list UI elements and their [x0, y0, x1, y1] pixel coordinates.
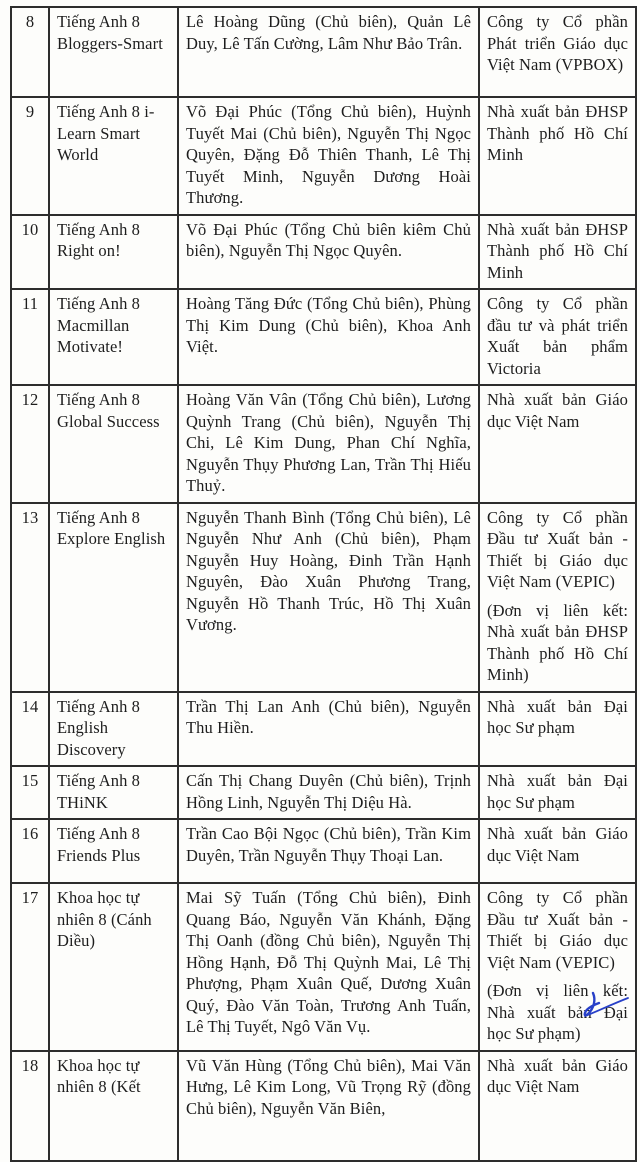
publisher-cell: [479, 766, 636, 819]
authors-cell: Trần Thị Lan Anh (Chủ biên), Nguyễn Thu Hiền.: [178, 692, 479, 767]
publisher-text: Nhà xuất bản Giáo dục Việt Nam: [487, 824, 628, 865]
row-number-cell: 18: [11, 1051, 49, 1161]
table-row: [11, 1051, 636, 1161]
authors-cell: Võ Đại Phúc (Tổng Chủ biên), Huỳnh Tuyết Mai (Chủ biên), Nguyễn Thị Ngọc Quyên, Đặng Đỗ Thiên Thanh, Lê Thị Tuyết Minh, Nguyễn Dương Hoài Thương.: [178, 97, 479, 215]
table-row: [11, 215, 636, 290]
authors-cell: Trần Cao Bội Ngọc (Chủ biên), Trần Kim Duyên, Trần Nguyễn Thụy Thoại Lan.: [178, 819, 479, 883]
row-number-cell: 17: [11, 883, 49, 1051]
table-row: [11, 7, 636, 97]
publisher-cell: [479, 819, 636, 883]
row-number-cell: 16: [11, 819, 49, 883]
table-row: [11, 766, 636, 819]
publisher-text: Nhà xuất bản ĐHSP Thành phố Hồ Chí Minh: [487, 102, 628, 164]
publisher-text: Nhà xuất bản Giáo dục Việt Nam: [487, 1055, 628, 1096]
publisher-cell: [479, 1051, 636, 1161]
book-title-cell: Tiếng Anh 8 Friends Plus: [49, 819, 178, 883]
authors-cell: Lê Hoàng Dũng (Chủ biên), Quản Lê Duy, Lê Tấn Cường, Lâm Như Bảo Trân.: [178, 7, 479, 97]
textbook-table: [10, 6, 637, 1162]
book-title-cell: Tiếng Anh 8 English Discovery: [49, 692, 178, 767]
publisher-cell: [479, 883, 636, 1051]
authors-cell: Vũ Văn Hùng (Tổng Chủ biên), Mai Văn Hưng, Lê Kim Long, Vũ Trọng Rỹ (đồng Chủ biên), Nguyễn Văn Biên,: [178, 1051, 479, 1161]
publisher-text: Nhà xuất bản Đại học Sư phạm: [487, 771, 628, 812]
book-title-cell: Khoa học tự nhiên 8 (Cánh Diều): [49, 883, 178, 1051]
book-title-cell: Tiếng Anh 8 Macmillan Motivate!: [49, 289, 178, 385]
authors-cell: Hoàng Văn Vân (Tổng Chủ biên), Lương Quỳnh Trang (Chủ biên), Nguyễn Thị Chi, Lê Kim Dung, Phan Chí Nghĩa, Nguyễn Thụy Phương Lan, Trần Thị Hiếu Thuỷ.: [178, 385, 479, 503]
row-number-cell: 9: [11, 97, 49, 215]
table-row: [11, 289, 636, 385]
book-title-cell: Tiếng Anh 8 Global Success: [49, 385, 178, 503]
book-title-cell: Tiếng Anh 8 i-Learn Smart World: [49, 97, 178, 215]
publisher-text: Công ty Cổ phần Đầu tư Xuất bản - Thiết bị Giáo dục Việt Nam (VEPIC): [487, 507, 628, 591]
authors-cell: Nguyễn Thanh Bình (Tổng Chủ biên), Lê Nguyễn Như Anh (Chủ biên), Phạm Nguyễn Huy Hoàng, Đinh Trần Hạnh Nguyên, Đào Xuân Phương Trang, Nguyễn Hồ Thanh Trúc, Hồ Thị Xuân Vương.: [178, 503, 479, 692]
publisher-text: Công ty Cổ phần Đầu tư Xuất bản - Thiết bị Giáo dục Việt Nam (VEPIC): [487, 888, 628, 972]
table-row: [11, 883, 636, 1051]
authors-cell: Hoàng Tăng Đức (Tổng Chủ biên), Phùng Thị Kim Dung (Chủ biên), Khoa Anh Việt.: [178, 289, 479, 385]
publisher-text: Công ty Cổ phần đầu tư và phát triển Xuất bản phẩm Victoria: [487, 294, 628, 378]
table-row: [11, 692, 636, 767]
table-row: [11, 503, 636, 692]
publisher-cell: [479, 503, 636, 692]
publisher-cell: [479, 385, 636, 503]
row-number-cell: 15: [11, 766, 49, 819]
publisher-text: Nhà xuất bản Giáo dục Việt Nam: [487, 390, 628, 431]
publisher-text: Công ty Cổ phần Phát triển Giáo dục Việt Nam (VPBOX): [487, 12, 628, 74]
row-number-cell: 14: [11, 692, 49, 767]
book-title-cell: Tiếng Anh 8 THiNK: [49, 766, 178, 819]
row-number-cell: 13: [11, 503, 49, 692]
book-title-cell: Tiếng Anh 8 Bloggers-Smart: [49, 7, 178, 97]
textbook-approval-table-wrap: [10, 6, 635, 1162]
book-title-cell: Tiếng Anh 8 Explore English: [49, 503, 178, 692]
publisher-note: (Đơn vị liên kết: Nhà xuất bản ĐHSP Thành phố Hồ Chí Minh): [487, 600, 628, 684]
authors-cell: Mai Sỹ Tuấn (Tổng Chủ biên), Đinh Quang Báo, Nguyễn Văn Khánh, Đặng Thị Oanh (đồng Chủ biên), Nguyễn Thị Hồng Hạnh, Đỗ Thị Quỳnh Mai, Lê Thị Phượng, Phạm Xuân Quế, Dương Xuân Quý, Đào Văn Toàn, Trương Anh Tuấn, Lê Thị Tuyết, Ngô Văn Vụ.: [178, 883, 479, 1051]
publisher-cell: [479, 97, 636, 215]
publisher-cell: [479, 692, 636, 767]
publisher-text: Nhà xuất bản Đại học Sư phạm: [487, 696, 628, 737]
authors-cell: Võ Đại Phúc (Tổng Chủ biên kiêm Chủ biên), Nguyễn Thị Ngọc Quyên.: [178, 215, 479, 290]
row-number-cell: 12: [11, 385, 49, 503]
table-row: [11, 97, 636, 215]
table-row: [11, 819, 636, 883]
publisher-note: (Đơn vị liên kết: Nhà xuất bản Đại học Sư phạm): [487, 981, 628, 1043]
book-title-cell: Tiếng Anh 8 Right on!: [49, 215, 178, 290]
authors-cell: Cấn Thị Chang Duyên (Chủ biên), Trịnh Hồng Linh, Nguyễn Thị Diệu Hà.: [178, 766, 479, 819]
row-number-cell: 11: [11, 289, 49, 385]
publisher-cell: [479, 289, 636, 385]
book-title-cell: Khoa học tự nhiên 8 (Kết: [49, 1051, 178, 1161]
row-number-cell: 10: [11, 215, 49, 290]
publisher-text: Nhà xuất bản ĐHSP Thành phố Hồ Chí Minh: [487, 219, 628, 282]
row-number-cell: 8: [11, 7, 49, 97]
publisher-cell: [479, 215, 636, 290]
table-row: [11, 385, 636, 503]
publisher-cell: [479, 7, 636, 97]
